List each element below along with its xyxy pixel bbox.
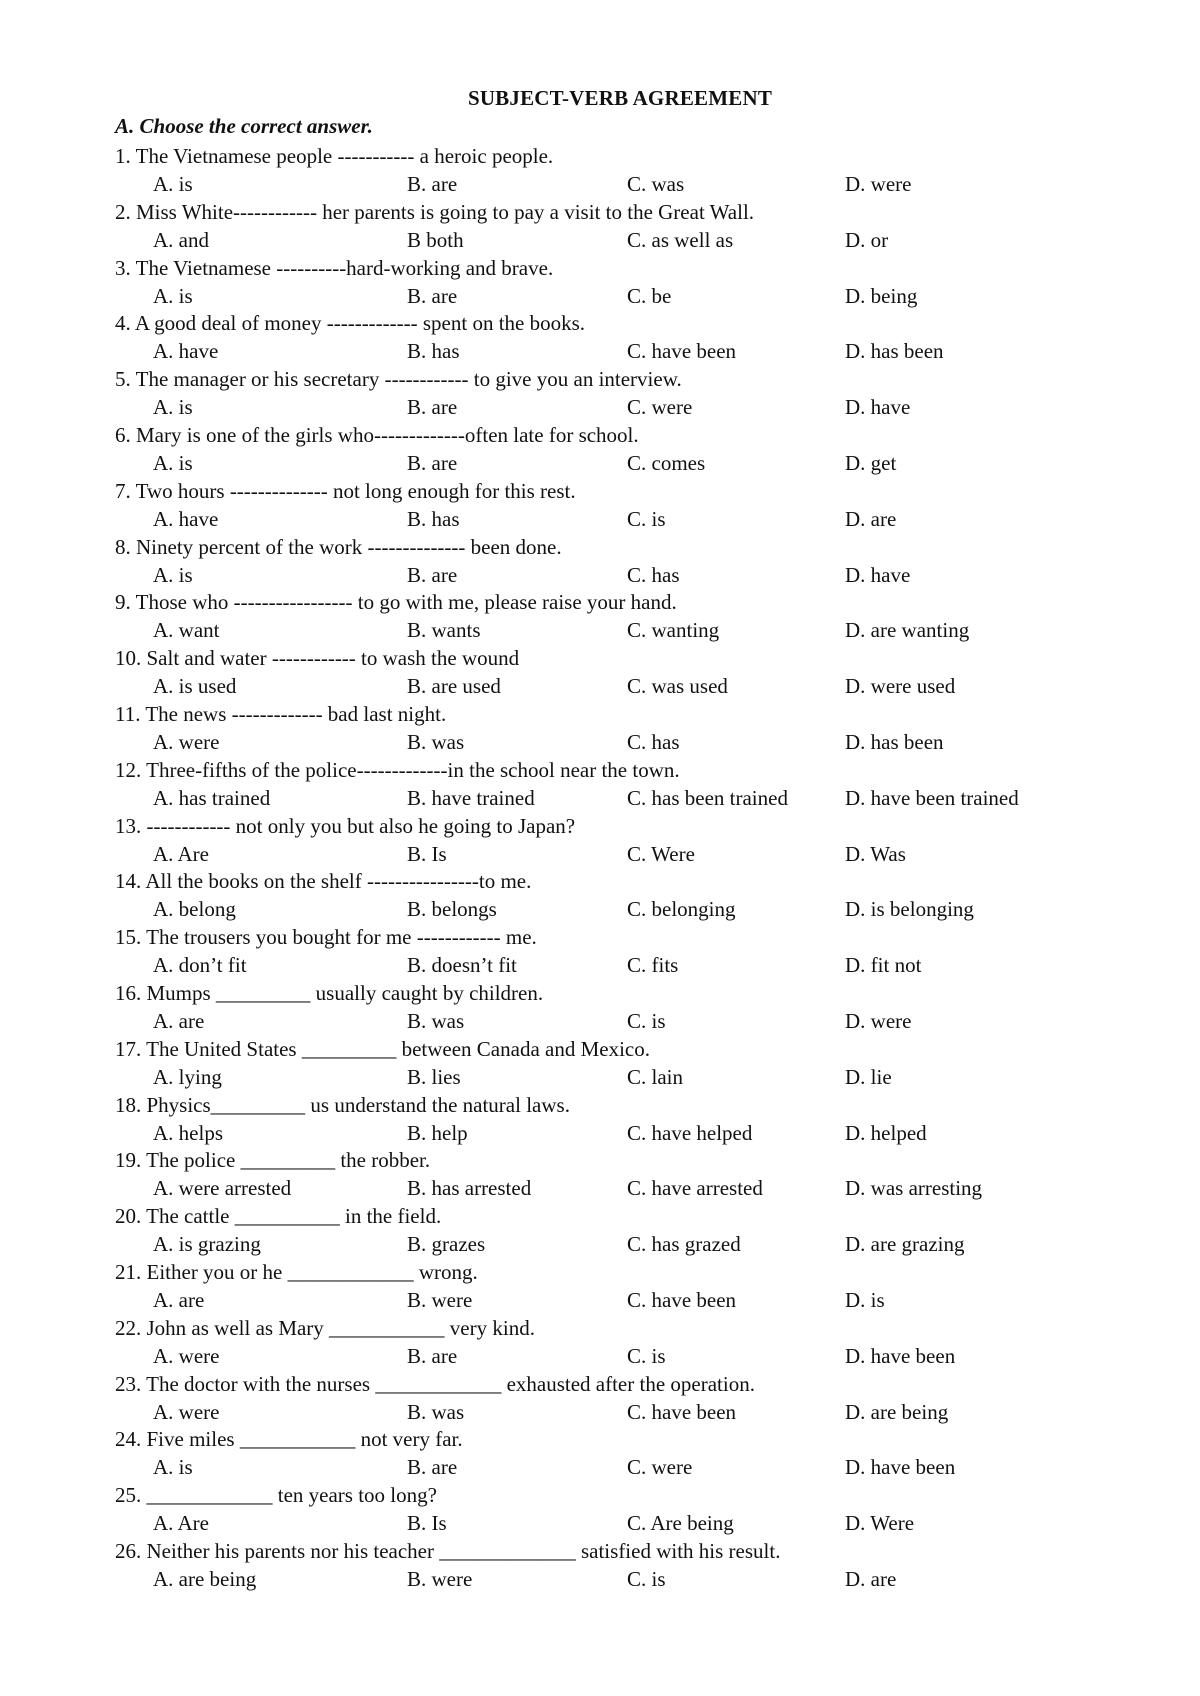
question-item — [115, 1538, 1115, 1594]
option-a: A. is — [153, 283, 193, 308]
option-a: A. were — [153, 729, 220, 754]
question-list — [115, 143, 1115, 1594]
option-c: C. was — [627, 172, 685, 196]
option-b: B. doesn’t fit — [407, 953, 517, 978]
option-c: C. have been — [627, 1399, 737, 1424]
answer-options — [115, 1287, 1115, 1315]
option-c: C. were — [627, 1455, 693, 1480]
question-stem: 26. Neither his parents nor his teacher _____________ satisfied with his result. — [115, 1538, 781, 1563]
option-a: A. is grazing — [153, 1232, 261, 1257]
option-c: C. has — [627, 562, 680, 587]
question-item — [115, 422, 1115, 478]
answer-options — [115, 1064, 1115, 1092]
answer-options — [115, 1399, 1115, 1427]
option-b: B. are — [407, 172, 458, 196]
question-item — [115, 1371, 1115, 1427]
option-b: B. grazes — [407, 1232, 486, 1257]
option-c: C. has — [627, 729, 680, 754]
option-c: C. is — [627, 506, 666, 531]
answer-options — [115, 673, 1115, 701]
question-stem: 16. Mumps _________ usually caught by children. — [115, 980, 544, 1005]
question-item — [115, 1036, 1115, 1092]
option-d: D. are wanting — [845, 618, 970, 643]
option-d: D. were — [845, 1008, 912, 1033]
option-a: A. want — [153, 618, 220, 643]
option-c: C. fits — [627, 953, 679, 978]
question-stem: 22. John as well as Mary ___________ very kind. — [115, 1315, 535, 1340]
option-d: D. are grazing — [845, 1232, 965, 1257]
option-a: A. are — [153, 1008, 205, 1033]
option-a: A. are — [153, 1287, 205, 1312]
option-c: C. have arrested — [627, 1176, 763, 1201]
option-d: D. lie — [845, 1064, 892, 1089]
question-item — [115, 813, 1115, 869]
option-b: B. are — [407, 1343, 458, 1368]
question-item — [115, 701, 1115, 757]
option-b: B. has — [407, 506, 460, 531]
question-item — [115, 143, 1115, 199]
option-c: C. is — [627, 1566, 666, 1591]
question-stem: 11. The news ------------- bad last night. — [115, 701, 447, 726]
option-b: B. are — [407, 1455, 458, 1480]
question-item — [115, 199, 1115, 255]
option-b: B. are — [407, 395, 458, 420]
question-stem: 9. Those who ----------------- to go with me, please raise your hand. — [115, 590, 677, 615]
option-c: C. have helped — [627, 1120, 753, 1145]
option-c: C. has been trained — [627, 785, 788, 810]
question-stem: 7. Two hours -------------- not long enough for this rest. — [115, 478, 576, 503]
option-d: D. are — [845, 506, 897, 531]
option-a: A. were — [153, 1399, 220, 1424]
answer-options — [115, 1231, 1115, 1259]
question-item — [115, 589, 1115, 645]
option-b: B. Is — [407, 1511, 447, 1536]
question-stem: 10. Salt and water ------------ to wash the wound — [115, 646, 520, 671]
question-stem: 1. The Vietnamese people ----------- a heroic people. — [115, 144, 554, 168]
option-b: B. has arrested — [407, 1176, 532, 1201]
option-b: B. are — [407, 450, 458, 475]
question-stem: 12. Three-fifths of the police-------------in the school near the town. — [115, 757, 680, 782]
option-d: D. have — [845, 562, 911, 587]
option-a: A. is — [153, 172, 193, 196]
question-item — [115, 1426, 1115, 1482]
option-b: B. Is — [407, 841, 447, 866]
question-item — [115, 478, 1115, 534]
option-a: A. have — [153, 339, 219, 364]
answer-options — [115, 506, 1115, 534]
option-b: B both — [407, 227, 464, 252]
answer-options — [115, 729, 1115, 757]
option-d: D. are being — [845, 1399, 949, 1424]
option-b: B. are — [407, 562, 458, 587]
option-a: A. helps — [153, 1120, 223, 1145]
option-d: D. have — [845, 395, 911, 420]
answer-options — [115, 617, 1115, 645]
option-b: B. were — [407, 1566, 473, 1591]
question-stem: 17. The United States _________ between Canada and Mexico. — [115, 1036, 650, 1061]
page-title: SUBJECT-VERB AGREEMENT — [467, 86, 773, 110]
question-item — [115, 757, 1115, 813]
option-c: C. have been — [627, 339, 737, 364]
answer-options — [115, 450, 1115, 478]
question-item — [115, 1482, 1115, 1538]
question-item — [115, 366, 1115, 422]
question-item — [115, 980, 1115, 1036]
option-b: B. help — [407, 1120, 468, 1145]
option-c: C. be — [627, 283, 672, 308]
option-c: C. belonging — [627, 897, 736, 922]
question-stem: 3. The Vietnamese ----------hard-working and brave. — [115, 255, 554, 280]
answer-options — [115, 1566, 1115, 1594]
question-stem: 13. ------------ not only you but also he going to Japan? — [115, 813, 576, 838]
option-d: D. being — [845, 283, 918, 308]
question-item — [115, 255, 1115, 311]
option-a: A. is — [153, 395, 193, 420]
option-a: A. Are — [153, 1511, 209, 1536]
answer-options — [115, 1120, 1115, 1148]
option-b: B. were — [407, 1287, 473, 1312]
question-stem: 8. Ninety percent of the work -------------- been done. — [115, 534, 562, 559]
answer-options — [115, 1008, 1115, 1036]
answer-options — [115, 283, 1115, 311]
section-heading: A. Choose the correct answer. — [115, 114, 373, 138]
question-item — [115, 1203, 1115, 1259]
question-stem: 6. Mary is one of the girls who-------------often late for school. — [115, 422, 639, 447]
option-d: D. is — [845, 1287, 885, 1312]
option-c: C. as well as — [627, 227, 734, 252]
option-a: A. is used — [153, 674, 237, 699]
option-c: C. wanting — [627, 618, 720, 643]
option-d: D. was arresting — [845, 1176, 983, 1201]
question-stem: 23. The doctor with the nurses ____________ exhausted after the operation. — [115, 1371, 755, 1396]
option-a: A. is — [153, 1455, 193, 1480]
question-stem: 20. The cattle __________ in the field. — [115, 1204, 442, 1229]
option-a: A. Are — [153, 841, 209, 866]
option-c: C. is — [627, 1008, 666, 1033]
question-stem: 4. A good deal of money ------------- spent on the books. — [115, 311, 586, 336]
answer-options — [115, 1454, 1115, 1482]
question-stem: 19. The police _________ the robber. — [115, 1148, 431, 1173]
option-d: D. have been trained — [845, 785, 1019, 810]
option-c: C. were — [627, 395, 693, 420]
answer-options — [115, 1343, 1115, 1371]
question-item — [115, 1259, 1115, 1315]
question-stem: 14. All the books on the shelf ----------------to me. — [115, 869, 532, 894]
question-stem: 2. Miss White------------ her parents is going to pay a visit to the Great Wall. — [115, 199, 755, 224]
question-stem: 25. ____________ ten years too long? — [115, 1483, 437, 1508]
option-d: D. or — [845, 227, 889, 252]
option-c: C. Are being — [627, 1511, 734, 1536]
option-b: B. lies — [407, 1064, 461, 1089]
option-d: D. is belonging — [845, 897, 974, 922]
option-d: D. were used — [845, 674, 956, 699]
question-item — [115, 310, 1115, 366]
answer-options — [115, 562, 1115, 590]
question-item — [115, 1147, 1115, 1203]
question-item — [115, 1315, 1115, 1371]
option-d: D. Was — [845, 841, 906, 866]
option-a: A. has trained — [153, 785, 271, 810]
option-d: D. have been — [845, 1343, 956, 1368]
option-b: B. wants — [407, 618, 481, 643]
answer-options — [115, 896, 1115, 924]
option-a: A. lying — [153, 1064, 222, 1089]
option-b: B. was — [407, 729, 465, 754]
option-c: C. was used — [627, 674, 728, 699]
option-a: A. were — [153, 1343, 220, 1368]
answer-options — [115, 1175, 1115, 1203]
option-a: A. are being — [153, 1566, 257, 1591]
option-d: D. has been — [845, 729, 944, 754]
option-d: D. were — [845, 172, 912, 196]
option-a: A. is — [153, 562, 193, 587]
option-a: A. don’t fit — [153, 953, 247, 978]
question-item — [115, 534, 1115, 590]
option-a: A. have — [153, 506, 219, 531]
option-c: C. Were — [627, 841, 695, 866]
option-a: A. is — [153, 450, 193, 475]
option-b: B. has — [407, 339, 460, 364]
question-stem: 15. The trousers you bought for me ------------ me. — [115, 925, 537, 950]
option-d: D. has been — [845, 339, 944, 364]
option-d: D. fit not — [845, 953, 922, 978]
option-d: D. helped — [845, 1120, 927, 1145]
option-b: B. are used — [407, 674, 501, 699]
option-b: B. belongs — [407, 897, 497, 922]
answer-options — [115, 841, 1115, 869]
option-a: A. and — [153, 227, 209, 252]
option-c: C. is — [627, 1343, 666, 1368]
answer-options — [115, 785, 1115, 813]
answer-options — [115, 1510, 1115, 1538]
answer-options — [115, 394, 1115, 422]
option-c: C. lain — [627, 1064, 683, 1089]
answer-options — [115, 171, 1115, 199]
option-c: C. comes — [627, 450, 706, 475]
option-b: B. was — [407, 1008, 465, 1033]
option-d: D. have been — [845, 1455, 956, 1480]
question-stem: 24. Five miles ___________ not very far. — [115, 1427, 463, 1452]
option-d: D. get — [845, 450, 897, 475]
option-b: B. have trained — [407, 785, 535, 810]
option-b: B. was — [407, 1399, 465, 1424]
option-a: A. were arrested — [153, 1176, 292, 1201]
answer-options — [115, 227, 1115, 255]
question-stem: 18. Physics_________ us understand the natural laws. — [115, 1092, 570, 1117]
question-stem: 5. The manager or his secretary ------------ to give you an interview. — [115, 367, 682, 392]
option-a: A. belong — [153, 897, 236, 922]
answer-options — [115, 952, 1115, 980]
question-item — [115, 924, 1115, 980]
option-c: C. have been — [627, 1287, 737, 1312]
question-item — [115, 1092, 1115, 1148]
option-b: B. are — [407, 283, 458, 308]
option-d: D. Were — [845, 1511, 915, 1536]
option-d: D. are — [845, 1566, 897, 1591]
answer-options — [115, 338, 1115, 366]
question-item — [115, 868, 1115, 924]
option-c: C. has grazed — [627, 1232, 741, 1257]
question-item — [115, 645, 1115, 701]
question-stem: 21. Either you or he ____________ wrong. — [115, 1259, 478, 1284]
